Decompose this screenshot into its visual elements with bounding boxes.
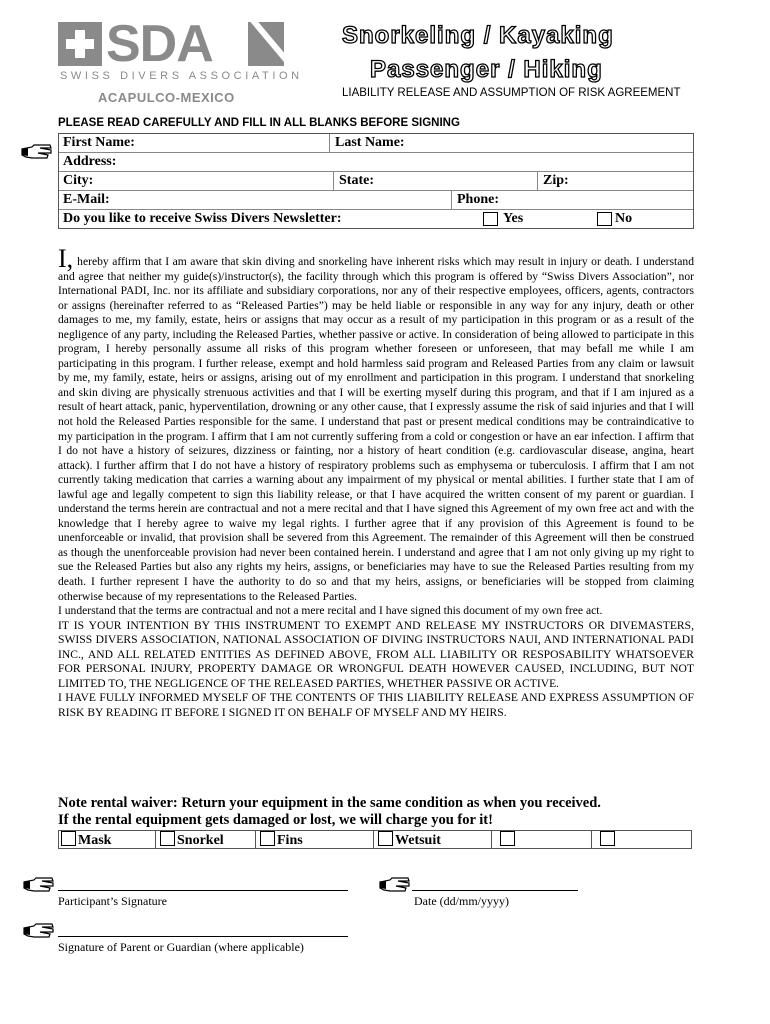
form-row-name [59, 134, 693, 153]
personal-info-form [58, 133, 694, 229]
waiver-paragraph-2: I understand that the terms are contractual and not a mere recital and I have signed this document of my own free act. [58, 604, 603, 618]
phone-field[interactable]: Phone: [457, 192, 499, 207]
drop-cap: I, [58, 244, 74, 273]
checkbox-icon[interactable] [61, 831, 76, 846]
rental-item-blank-2[interactable] [591, 831, 617, 848]
instruction-text: PLEASE READ CAREFULLY AND FILL IN ALL BLANKS BEFORE SIGNING [58, 117, 460, 129]
rental-item-fins[interactable]: Fins [255, 831, 303, 848]
form-row-address [59, 153, 693, 172]
waiver-paragraph-3: IT IS YOUR INTENTION BY THIS INSTRUMENT TO EXEMPT AND RELEASE MY INSTRUCTORS OR DIVEMASTERS, SWISS DIVERS ASSOCIATION, NATIONAL ASSOCIATION OF DIVING INSTRUCTORS NAUI, AND INTERNATIONAL PADI INC., AND ALL RELATED ENTITIES AS DEFINED ABOVE, FROM ALL LIABILITY OR RESPOSABILITY WHATSOEVER FOR PERSONAL INJURY, PROPERTY DAMAGE OR WRONGFUL DEATH HOWEVER CAUSED, INCLUDING, BUT NOT LIMITED TO, THE NEGLIGENCE OF THE RELEASED PARTIES, WHETHER PASSIVE OR ACTIVE. [58, 618, 694, 690]
rental-item-blank-1[interactable] [491, 831, 517, 848]
date-label: Date (dd/mm/yyyy) [414, 894, 509, 908]
zip-field[interactable]: Zip: [543, 173, 569, 188]
location-label: ACAPULCO-MEXICO [98, 90, 235, 105]
participant-signature-line[interactable] [58, 890, 348, 891]
document-subtitle: LIABILITY RELEASE AND ASSUMPTION OF RISK AGREEMENT [342, 87, 681, 99]
rental-note-line-2: If the rental equipment gets damaged or lost, we will charge you for it! [58, 812, 493, 828]
checkbox-icon[interactable] [260, 831, 275, 846]
newsletter-yes-checkbox[interactable] [483, 212, 498, 226]
logo-stripe-icon [248, 22, 284, 66]
form-row-email [59, 191, 693, 210]
waiver-body [58, 244, 694, 721]
pointing-hand-icon [22, 922, 56, 940]
swiss-cross-icon [58, 22, 102, 66]
first-name-field[interactable]: First Name: [63, 135, 135, 150]
title-line-1: Snorkeling / Kayaking [342, 22, 614, 49]
title-line-2: Passenger / Hiking [370, 56, 603, 83]
checkbox-icon[interactable] [378, 831, 393, 846]
pointing-hand-icon [22, 876, 56, 894]
newsletter-yes-label: Yes [503, 211, 524, 226]
date-line[interactable] [412, 890, 578, 891]
rental-item-snorkel[interactable]: Snorkel [155, 831, 224, 848]
checkbox-icon[interactable] [160, 831, 175, 846]
pointing-hand-icon [378, 876, 412, 894]
city-field[interactable]: City: [63, 173, 94, 188]
guardian-signature-label: Signature of Parent or Guardian (where applicable) [58, 940, 304, 954]
address-field[interactable]: Address: [63, 154, 117, 169]
rental-note [58, 795, 601, 829]
rental-item-mask[interactable]: Mask [61, 831, 111, 848]
newsletter-question: Do you like to receive Swiss Divers Newsletter: [63, 211, 342, 226]
checkbox-icon[interactable] [500, 831, 515, 846]
logo-subtext: SWISS DIVERS ASSOCIATION [60, 70, 303, 82]
form-row-city [59, 172, 693, 191]
guardian-signature-line[interactable] [58, 936, 348, 937]
last-name-field[interactable]: Last Name: [335, 135, 405, 150]
rental-note-line-1: Note rental waiver: Return your equipment in the same condition as when you received. [58, 795, 601, 811]
email-field[interactable]: E-Mail: [63, 192, 110, 207]
sda-logo [58, 15, 303, 82]
rental-item-wetsuit[interactable]: Wetsuit [373, 831, 441, 848]
checkbox-icon[interactable] [600, 831, 615, 846]
participant-signature-label: Participant’s Signature [58, 894, 167, 908]
logo-text: SDA [106, 15, 213, 73]
waiver-paragraph-4: I HAVE FULLY INFORMED MYSELF OF THE CONTENTS OF THIS LIABILITY RELEASE AND EXPRESS ASSUMPTION OF RISK BY READING IT BEFORE I SIGNED IT ON BEHALF OF MYSELF AND MY HEIRS. [58, 691, 694, 719]
rental-equipment-table [58, 830, 692, 849]
newsletter-no-checkbox[interactable] [597, 212, 612, 226]
state-field[interactable]: State: [339, 173, 374, 188]
pointing-hand-icon [20, 143, 54, 161]
form-row-newsletter [59, 210, 693, 228]
newsletter-no-label: No [615, 211, 633, 226]
waiver-paragraph-1: hereby affirm that I am aware that skin diving and snorkeling have inherent risks which may result in injury or death. I understand and agree that neither my guide(s)/instructor(s), the facility through which this program is offered by “Swiss Divers Association”, nor International PADI, Inc. nor its affiliate and subsidiary corporations, nor any of their respective employees, officers, agents, contractors or assigns (hereinafter referred to as “Released Parties”) may be held liable or responsible in any way for any injury, death or other damages to me, my family, estate, heirs or assigns that may occur as a result of my participation in this program or as a result of the negligence of any party, including the Released Parties, whether passive or active. In consideration of being allowed to participate in this program, I hereby personally assume all risks of this program whether foreseen or unforeseen, that may befall me while I am participating in this program. I further release, exempt and hold harmless said program and Released Parties from any claim or lawsuit by me, my family, estate, heirs or assigns, arising out of my enrollment and participation in this program. I understand that snorkeling and skin diving are physically strenuous activities and that I will be exerting myself during this program, and that if I am injured as a result of heart attack, panic, hyperventilation, drowning or any other cause, that I expressly assume the risk of said injuries and that I will not hold the Released Parties responsible for the same. I understand that past or present medical conditions may be contraindicative to my participation in the program. I affirm that I am not currently suffering from a cold or congestion or have an ear infection. I affirm that I do not have a history of seizures, dizziness or fainting, nor a history of heart condition (e.g. cardiovascular disease, angina, heart attack). I further affirm that I do not have a history of respiratory problems such as emphysema or tuberculosis. I affirm that I am not currently taking medication that carries a warning about any impairment of my physical or mental abilities. I further state that I am of lawful age and legally competent to sign this liability release, or that I have acquired the written consent of my parent or guardian. I understand the terms herein are contractual and not a mere recital and that I have signed this Agreement of my own free act and with the knowledge that I hereby agree to waive my legal rights. I further agree that if any provision of this Agreement is found to be unenforceable or invalid, that provision shall be severed from this Agreement. The remainder of this Agreement will then be construed as though the unenforceable provision had never been contained herein. I understand and agree that I am not only giving up my right to sue the Released Parties but also any rights my heirs, assigns, or beneficiaries may have to sue the Released Parties resulting from my death. I further represent I have the authority to do so and that my heirs, assigns, or beneficiaries will be stopped from claiming otherwise because of my representations to the Released Parties. [58, 255, 694, 603]
